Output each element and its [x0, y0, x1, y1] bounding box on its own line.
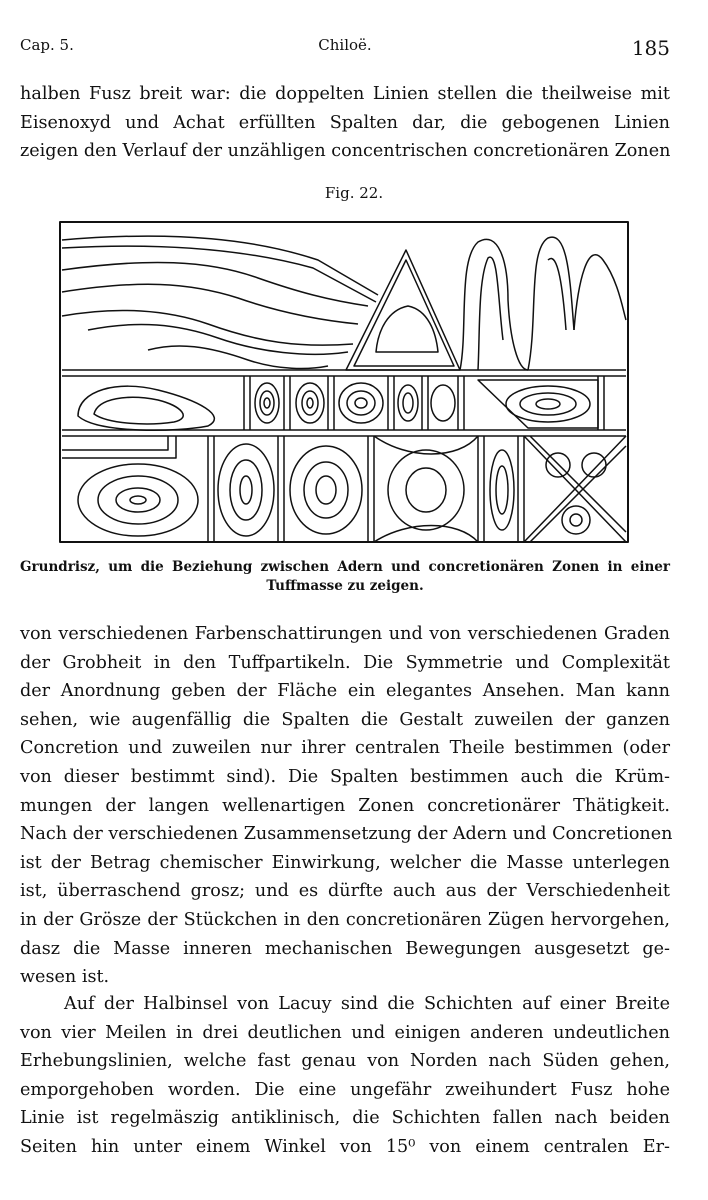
text-line: der Anordnung geben der Fläche ein elegantes Ansehen. Man kann: [20, 681, 670, 702]
figure-22-drawing: [58, 220, 630, 546]
final-paragraph: [20, 990, 670, 1162]
text-line: Auf der Halbinsel von Lacuy sind die Schichten auf einer Breite: [64, 994, 670, 1014]
caption-line: Grundrisz, um die Beziehung zwischen Adern und concretionären Zonen in einer: [20, 559, 670, 575]
text-line: von verschiedenen Farbenschattirungen und von verschiedenen Graden: [20, 624, 670, 644]
text-line: emporgehoben worden. Die eine ungefähr zweihundert Fusz hohe: [20, 1079, 670, 1100]
text-line: Concretion und zuweilen nur ihrer centralen Theile bestimmen (oder: [20, 738, 670, 759]
text-line: Seiten hin unter einem Winkel von 15⁰ von einem centralen Er-: [20, 1136, 670, 1157]
text-line: Nach der verschiedenen Zusammensetzung der Adern und Concretionen: [20, 824, 673, 845]
running-title: Chiloë.: [318, 36, 372, 54]
text-line: zeigen den Verlauf der unzähligen concentrischen concretionären Zonen: [20, 141, 671, 162]
text-line: ist, überraschend grosz; und es dürfte auch aus der Verschiedenheit: [20, 881, 670, 902]
running-header: [20, 30, 670, 58]
text-line: dasz die Masse inneren mechanischen Bewegungen ausgesetzt ge-: [20, 938, 670, 959]
caption-line: Tuffmasse zu zeigen.: [266, 578, 424, 594]
figure-label: Fig. 22.: [324, 184, 384, 202]
text-line: halben Fusz breit war: die doppelten Linien stellen die theilweise mit: [20, 84, 670, 104]
figure-caption: [20, 558, 670, 596]
top-paragraph: [20, 80, 670, 166]
text-line: mungen der langen wellenartigen Zonen concretionärer Thätigkeit.: [20, 795, 670, 816]
text-line: in der Grösze der Stückchen in den concretionären Zügen hervorgehen,: [20, 909, 670, 930]
text-line: Eisenoxyd und Achat erfüllten Spalten dar, die gebogenen Linien: [20, 112, 670, 133]
text-line: Linie ist regelmäszig antiklinisch, die Schichten fallen nach beiden: [20, 1108, 670, 1129]
page-number: 185: [631, 36, 670, 60]
text-line: von dieser bestimmt sind). Die Spalten bestimmen auch die Krüm-: [20, 766, 670, 787]
body-paragraph: [20, 620, 673, 992]
chapter-label: Cap. 5.: [20, 36, 74, 54]
text-line: ist der Betrag chemischer Einwirkung, welcher die Masse unterlegen: [20, 852, 670, 873]
text-line: sehen, wie augenfällig die Spalten die Gestalt zuweilen der ganzen: [20, 709, 670, 730]
text-line: wesen ist.: [20, 967, 110, 988]
text-line: von vier Meilen in drei deutlichen und einigen anderen undeutlichen: [20, 1022, 670, 1043]
text-line: Erhebungslinien, welche fast genau von Norden nach Süden gehen,: [20, 1051, 670, 1072]
text-line: der Grobheit in den Tuffpartikeln. Die Symmetrie und Complexität: [20, 652, 670, 673]
